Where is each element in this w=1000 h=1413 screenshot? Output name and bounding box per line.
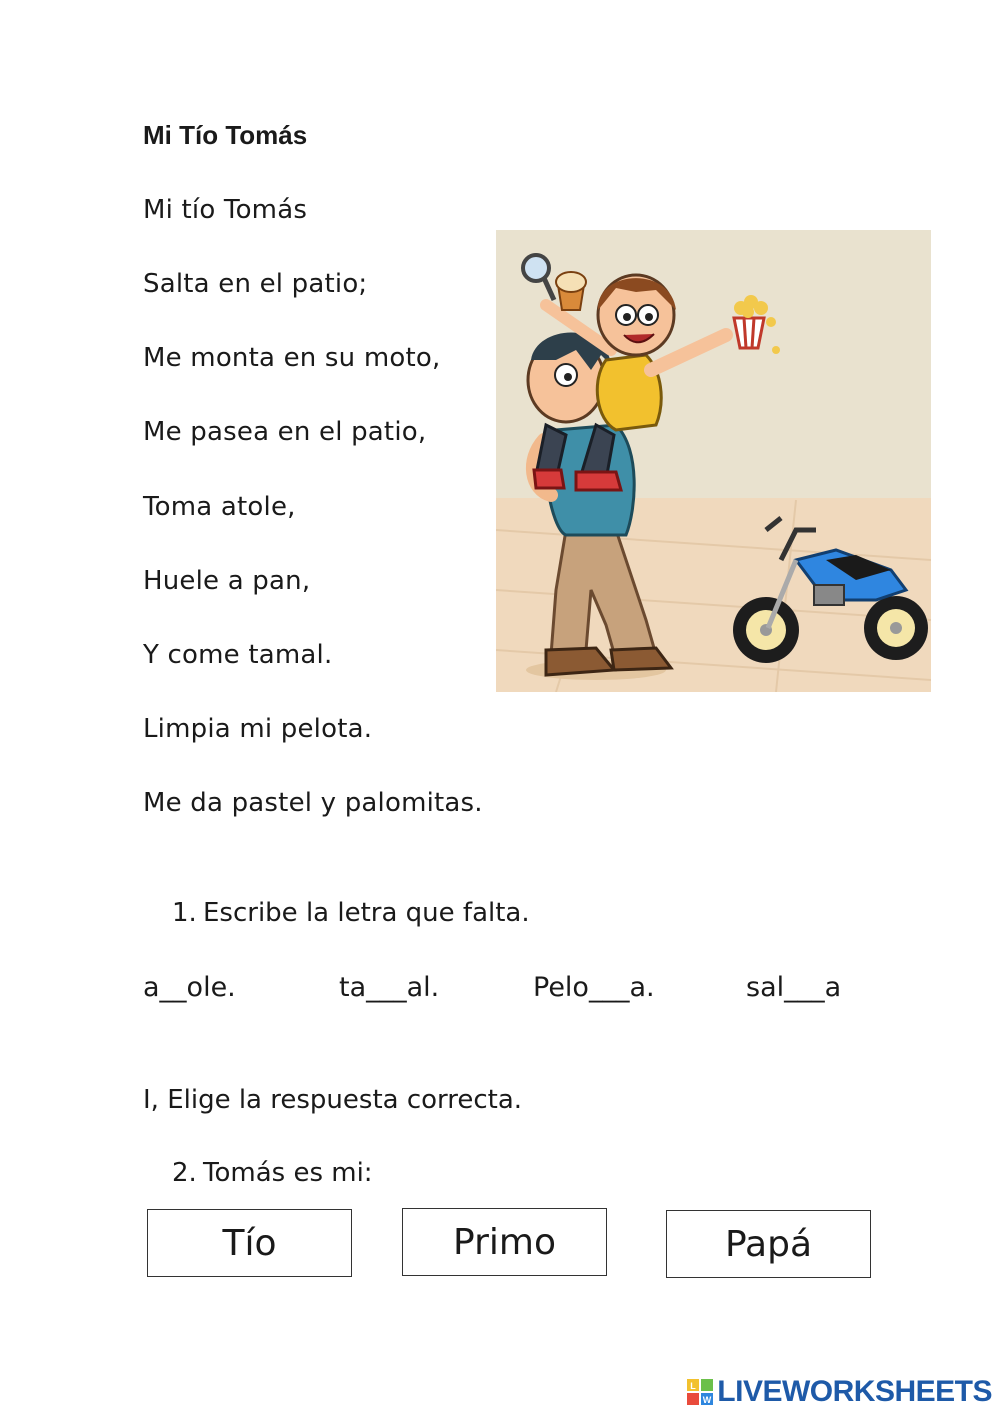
section-2-instruction: I, Elige la respuesta correcta. bbox=[143, 1085, 523, 1115]
poem-line: Me da pastel y palomitas. bbox=[143, 788, 483, 818]
svg-text:L: L bbox=[690, 1381, 697, 1391]
poem-line: Limpia mi pelota. bbox=[143, 714, 373, 744]
liveworksheets-mark-icon bbox=[687, 1379, 713, 1405]
exercise-1-number: 1. bbox=[172, 898, 197, 928]
exercise-2-number: 2. bbox=[172, 1158, 197, 1188]
poem-line: Salta en el patio; bbox=[143, 269, 368, 299]
poem-line: Me monta en su moto, bbox=[143, 343, 441, 373]
fill-blank-word[interactable]: sal___a bbox=[746, 972, 842, 1003]
exercise-2-question: Tomás es mi: bbox=[203, 1158, 373, 1188]
fill-blank-word[interactable]: Pelo___a. bbox=[533, 972, 655, 1003]
poem-line: Mi tío Tomás bbox=[143, 195, 308, 225]
page-title: Mi Tío Tomás bbox=[143, 120, 308, 150]
svg-text:W: W bbox=[703, 1395, 712, 1405]
fill-blank-word[interactable]: a__ole. bbox=[143, 972, 236, 1003]
poem-line: Me pasea en el patio, bbox=[143, 417, 427, 447]
poem-line: Huele a pan, bbox=[143, 566, 311, 596]
answer-option-primo[interactable]: Primo bbox=[402, 1208, 607, 1276]
answer-option-tio[interactable]: Tío bbox=[147, 1209, 352, 1277]
answer-option-papa[interactable]: Papá bbox=[666, 1210, 871, 1278]
logo-text: LIVEWORKSHEETS bbox=[717, 1375, 992, 1408]
liveworksheets-logo[interactable] bbox=[687, 1375, 992, 1409]
poem-line: Toma atole, bbox=[143, 492, 296, 522]
poem-line: Y come tamal. bbox=[143, 640, 333, 670]
fill-blank-word[interactable]: ta___al. bbox=[339, 972, 440, 1003]
exercise-1-instruction: Escribe la letra que falta. bbox=[203, 898, 530, 928]
uncle-carrying-child-illustration bbox=[496, 230, 931, 692]
